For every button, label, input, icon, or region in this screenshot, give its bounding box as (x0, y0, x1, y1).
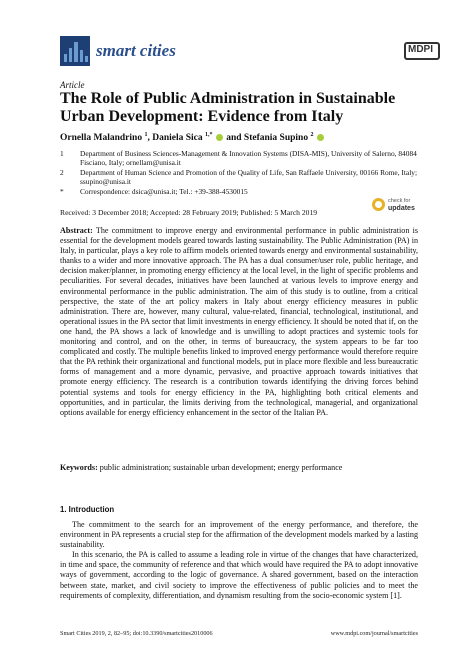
check-for-updates-badge[interactable] (372, 196, 416, 218)
affiliation-mark: 1 (60, 149, 64, 158)
introduction-body (60, 520, 418, 601)
abstract (60, 226, 418, 418)
journal-name: smart cities (96, 41, 176, 60)
author-affil-mark: 1 (144, 132, 148, 138)
article-type: Article (60, 80, 85, 90)
paragraph: In this scenario, the PA is called to assume a leading role in virtue of the changes that have characterized, in time and space, the community of reference and that which would have required the PA to adopt innovative ways of government, according to the logic of governance. A shared government, based on the interaction between state, market, and civil society to improve the effectiveness of public policies and to meet the requirements of complexity, differentiation, and dynamism resulting from the socio-economic system [1]. (60, 550, 418, 600)
author-name[interactable]: Ornella Malandrino (60, 133, 143, 144)
check-updates-icon (372, 198, 385, 211)
author-name[interactable]: Daniela Sica (152, 133, 203, 144)
footer-url[interactable]: www.mdpi.com/journal/smartcities (330, 630, 418, 637)
affiliations (60, 149, 420, 197)
journal-header (60, 36, 440, 72)
author-name[interactable]: and Stefania Supino (226, 133, 309, 144)
keywords-label: Keywords: (60, 463, 98, 472)
keywords-text: public administration; sustainable urban development; energy performance (99, 463, 343, 472)
affiliation-text: Department of Human Science and Promotion of the Quality of Life, San Raffaele University, 00166 Rome, Italy; ssupino@unisa.it (80, 168, 418, 186)
abstract-label: Abstract: (60, 226, 93, 235)
check-updates-line2: updates (388, 205, 415, 212)
author-list: Ornella Malandrino $^1$, Daniela Sica $^{1,*}$ and Stefania Supino $^2$ (60, 132, 325, 143)
abstract-text: The commitment to improve energy and environmental performance in public administration is essential for the development models geared towards lasting sustainability. The Public Administration (PA) in Italy, in particular, plays a key role to affirm models oriented towards energy and environmental sustainability, thanks to a wider and more innovative approach. The PA has a dual consumer/user role, public heritage, and decision maker/planner, in promoting energy efficiency at the local level, in the light of specific problems and peculiarities. For several decades, initiatives have been launched at various levels to improve energy and environmental performance in the public administration. The aim of this study is to outline, from a critical perspective, the state of the art policy makers in Italy about energy efficiency measures in public administration. There are, however, many cultural, value-related, financial, technological, institutional, and operational issues in the PA sector that limit investments in energy efficiency. It should be noted that if, on the one hand, the PA shows a lack of knowledge and is unwilling to adopt practices and systemic tools for monitoring and control, and on the other, in terms of bureaucracy, the system appears to be far too complicated and costly. The multiple benefits linked to improved energy performance would therefore require that the PA rethink their organizational and functional models, put in place more flexible and less bureaucratic forms of management and a more dynamic, pervasive, and proactive approach towards initiatives that promote energy efficiency. The research is a contribution towards identifying the driving forces behind potential systems and tools for energy efficiency in the PA, highlighting both critical elements and opportunities, and in particular, the limits deriving from the technological, managerial, and organizational options available for energy efficiency enhancement in the sector of the Italian PA. (60, 226, 418, 417)
section-title: 1. Introduction (60, 505, 115, 514)
check-updates-line1: check for (388, 198, 411, 204)
affiliation-mark: 2 (60, 168, 64, 177)
footer-citation: Smart Cities 2019, 2, 82–95; doi:10.3390/smartcities2010006 (60, 630, 213, 637)
correspondence-text: Correspondence: dsica@unisa.it; Tel.: +39-388-4530015 (80, 187, 248, 196)
orcid-icon[interactable] (216, 134, 223, 141)
affiliation-item (60, 149, 420, 167)
affiliation-item (60, 187, 420, 196)
publication-dates: Received: 3 December 2018; Accepted: 28 February 2019; Published: 5 March 2019 (60, 208, 318, 217)
author-affil-mark: 2 (310, 132, 314, 138)
author-affil-mark: 1,* (204, 132, 213, 138)
paragraph: The commitment to the search for an improvement of the energy performance, and therefore, the environment in PA represents a crucial step for the affirmation of the development models marked by a lasting sustainability. (60, 520, 418, 550)
publisher-name: MDPI (408, 44, 433, 55)
affiliation-text: Department of Business Sciences-Management & Innovation Systems (DISA-MIS), University of Salerno, 84084 Fisciano, Italy; ornellam@unisa.it (80, 149, 417, 167)
orcid-icon[interactable] (317, 134, 324, 141)
paper-title: The Role of Public Administration in Sustainable Urban Development: Evidence from Italy (60, 90, 396, 125)
affiliation-mark: * (60, 187, 64, 196)
keywords (60, 463, 418, 472)
mdpi-logo (404, 42, 440, 70)
journal-logo (60, 36, 90, 66)
affiliation-item (60, 168, 420, 186)
